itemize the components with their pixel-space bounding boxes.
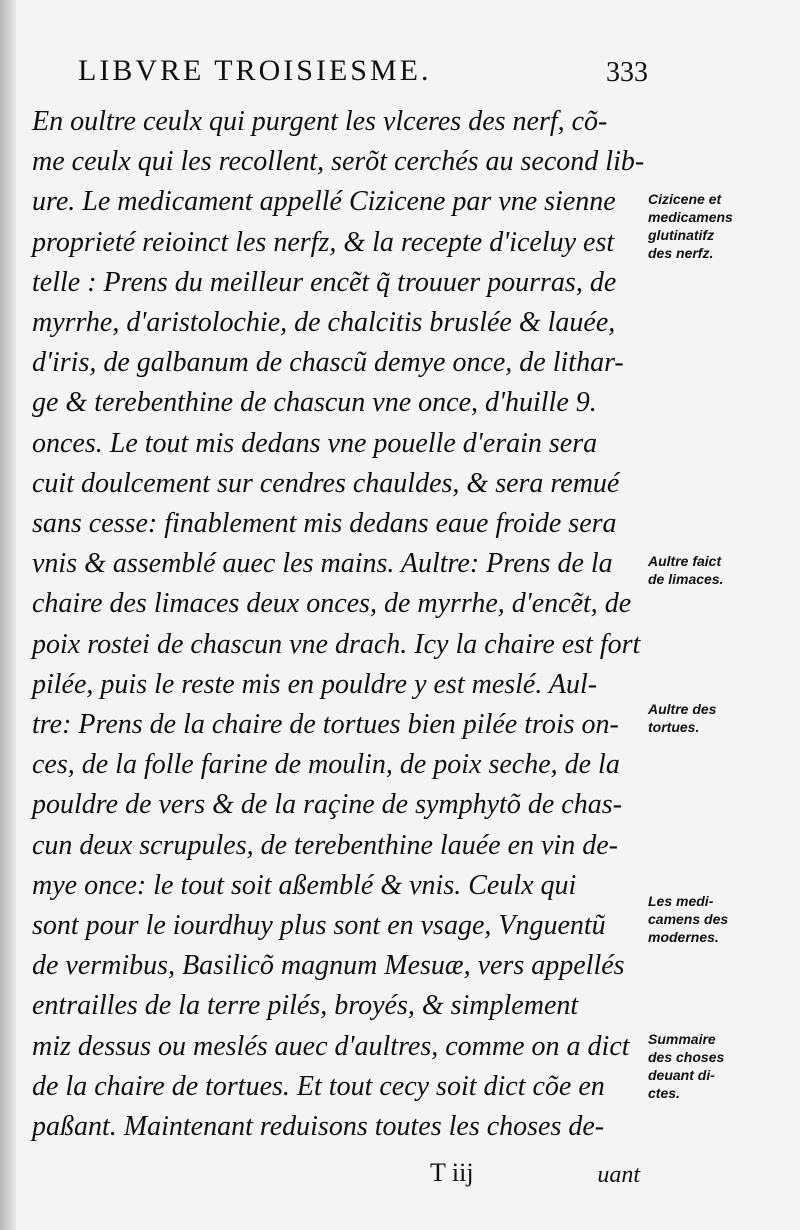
body-line: vnis & assemblé auec les mains. Aultre: Prens de la bbox=[32, 548, 613, 580]
body-line: telle : Prens du meilleur encẽt q̃ trouuer pourras, de bbox=[32, 266, 617, 298]
body-line: proprieté reioinct les nerfz, & la recepte d'iceluy est bbox=[32, 226, 615, 258]
body-line: sont pour le iourdhuy plus sont en vsage, Vnguentũ bbox=[32, 910, 606, 942]
body-line: tre: Prens de la chaire de tortues bien pilée trois on- bbox=[32, 709, 619, 741]
margin-note-line: modernes. bbox=[648, 929, 719, 945]
body-line: miz dessus ou meslés auec d'aultres, comme on a dict bbox=[32, 1030, 630, 1062]
body-line: pilée, puis le reste mis en pouldre y est meslé. Aul- bbox=[32, 668, 598, 700]
body-line: de vermibus, Basilicõ magnum Mesuæ, vers appellés bbox=[32, 950, 625, 982]
page-footer bbox=[430, 1158, 640, 1194]
signature-mark: T iij bbox=[430, 1158, 474, 1187]
margin-note-line: Aultre des bbox=[648, 701, 717, 717]
running-head: LIBVRE TROISIESME. bbox=[78, 54, 432, 87]
margin-note-summaire bbox=[648, 1030, 788, 1102]
margin-note-limaces bbox=[648, 552, 788, 588]
body-text bbox=[32, 102, 644, 1147]
margin-note-line: glutinatifz bbox=[648, 227, 715, 243]
margin-note-line: Summaire bbox=[648, 1031, 716, 1047]
body-line: pouldre de vers & de la raçine de symphytõ de chas- bbox=[32, 789, 622, 821]
margin-note-line: de limaces. bbox=[648, 571, 724, 587]
body-line: mye once: le tout soit aßemblé & vnis. Ceulx qui bbox=[32, 869, 577, 901]
body-line: onces. Le tout mis dedans vne pouelle d'erain sera bbox=[32, 427, 598, 459]
margin-note-modernes bbox=[648, 892, 788, 946]
page-header bbox=[28, 54, 648, 94]
binding-shadow bbox=[0, 0, 16, 1230]
body-line: ces, de la folle farine de moulin, de poix seche, de la bbox=[32, 749, 620, 781]
body-line: ure. Le medicament appellé Cizicene par vne sienne bbox=[32, 186, 616, 218]
margin-note-line: Aultre faict bbox=[648, 553, 722, 569]
body-line: me ceulx qui les recollent, serõt cerchés au second lib- bbox=[32, 146, 645, 178]
margin-note-line: des choses bbox=[648, 1049, 725, 1065]
margin-note-line: Les medi- bbox=[648, 893, 714, 909]
body-line: cun deux scrupules, de terebenthine lauée en vin de- bbox=[32, 829, 618, 861]
body-line: de la chaire de tortues. Et tout cecy soit dict cõe en bbox=[32, 1070, 605, 1102]
body-line: paßant. Maintenant reduisons toutes les choses de- bbox=[32, 1111, 605, 1143]
margin-note-tortues bbox=[648, 700, 788, 736]
margin-note-line: ctes. bbox=[648, 1085, 680, 1101]
margin-note-line: tortues. bbox=[648, 719, 700, 735]
margin-note-line: Cizicene et bbox=[648, 191, 722, 207]
body-line: myrrhe, d'aristolochie, de chalcitis bruslée & lauée, bbox=[32, 307, 616, 339]
page-number: 333 bbox=[606, 57, 648, 88]
margin-note-line: des nerfz. bbox=[648, 245, 714, 261]
body-line: ge & terebenthine de chascun vne once, d'huille 9. bbox=[32, 387, 597, 419]
margin-note-cizicene bbox=[648, 190, 788, 262]
body-line: poix rostei de chascun vne drach. Icy la chaire est fort bbox=[32, 628, 641, 660]
body-line: chaire des limaces deux onces, de myrrhe, d'encẽt, de bbox=[32, 588, 632, 620]
catchword: uant bbox=[597, 1162, 640, 1188]
body-line: cuit doulcement sur cendres chauldes, & sera remué bbox=[32, 467, 620, 499]
body-line: sans cesse: finablement mis dedans eaue froide sera bbox=[32, 508, 617, 540]
body-line: entrailles de la terre pilés, broyés, & simplement bbox=[32, 990, 579, 1022]
margin-note-line: medicamens bbox=[648, 209, 733, 225]
body-line: d'iris, de galbanum de chascũ demye once, de lithar- bbox=[32, 347, 624, 379]
body-line: En oultre ceulx qui purgent les vlceres des nerf, cõ- bbox=[32, 106, 608, 137]
margin-note-line: deuant di- bbox=[648, 1067, 715, 1083]
margin-note-line: camens des bbox=[648, 911, 729, 927]
